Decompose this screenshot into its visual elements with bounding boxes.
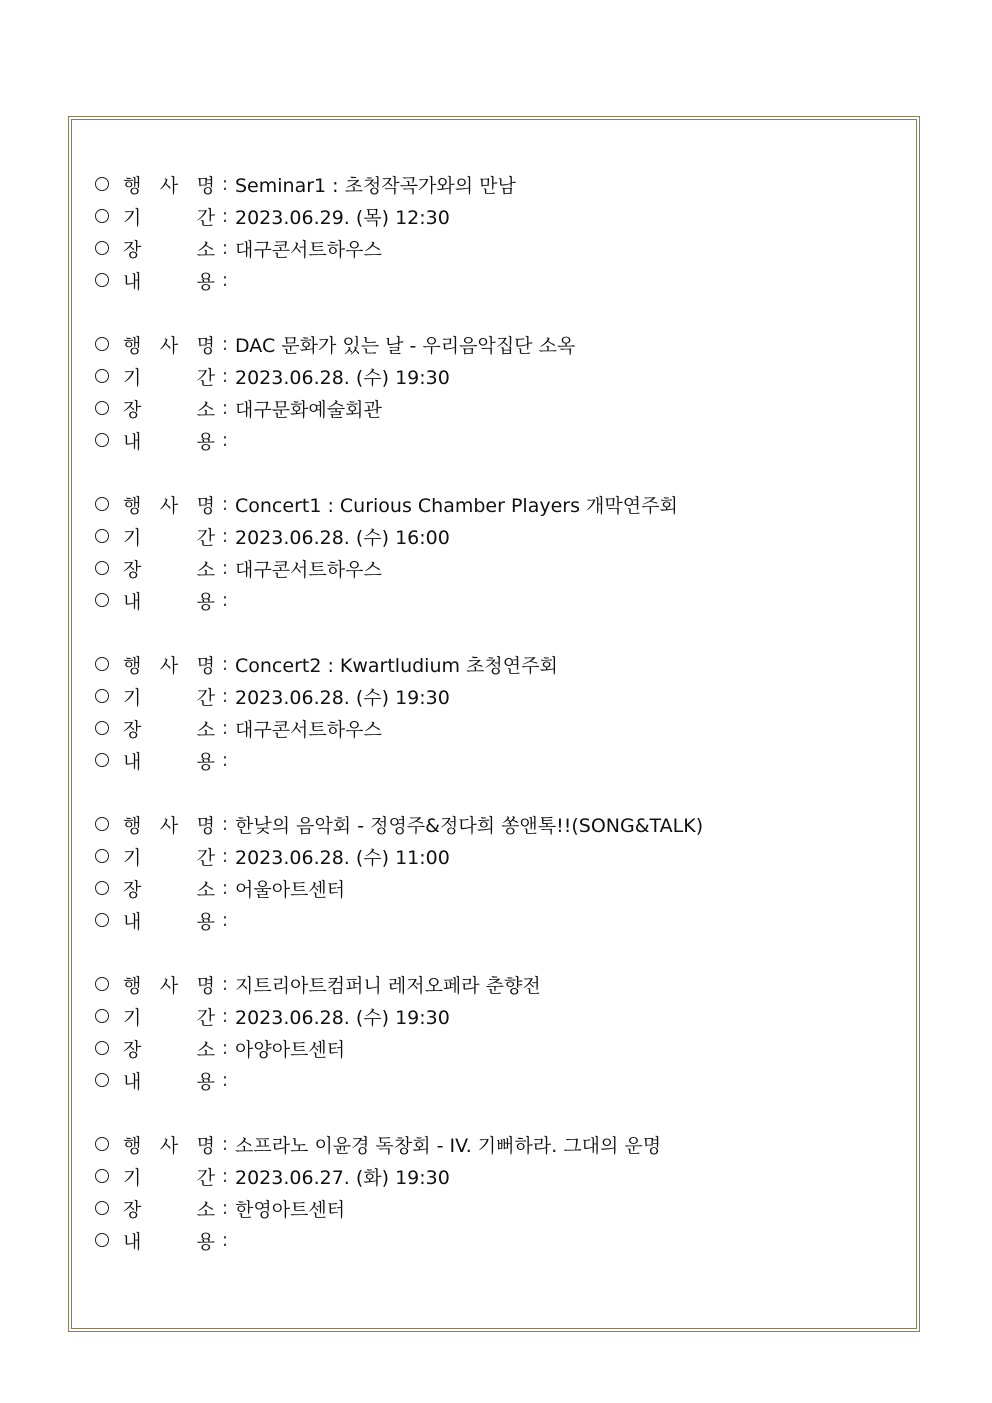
label-char: 기	[123, 1166, 142, 1189]
bullet-circle-icon	[95, 849, 109, 863]
field-label-place	[123, 395, 215, 422]
label-colon: :	[221, 1037, 229, 1059]
field-label-name	[123, 971, 215, 998]
field-label-period	[123, 1163, 215, 1190]
label-colon: :	[221, 205, 229, 227]
event-content-row	[95, 904, 895, 936]
label-colon: :	[221, 1133, 229, 1155]
event-place-value: 대구콘서트하우스	[235, 558, 382, 581]
label-colon: :	[221, 589, 229, 611]
bullet-circle-icon	[95, 593, 109, 607]
event-place-value: 한영아트센터	[235, 1198, 346, 1221]
event-period-value: 2023.06.29. (목) 12:30	[235, 206, 450, 229]
event-period-value: 2023.06.28. (수) 19:30	[235, 366, 450, 389]
event-name-value: 한낮의 음악회 - 정영주&정다희 쏭앤톡!!(SONG&TALK)	[235, 814, 704, 837]
event-place-value: 대구콘서트하우스	[235, 718, 382, 741]
label-colon: :	[221, 653, 229, 675]
bullet-circle-icon	[95, 881, 109, 895]
label-char: 사	[159, 654, 179, 677]
label-colon: :	[221, 909, 229, 931]
label-char: 소	[196, 718, 215, 741]
field-label-content	[123, 1227, 215, 1254]
field-label-content	[123, 427, 215, 454]
event-name-value: 지트리아트컴퍼니 레저오페라 춘향전	[235, 974, 541, 997]
bullet-circle-icon	[95, 433, 109, 447]
event-name-row	[95, 1128, 895, 1160]
label-colon: :	[221, 877, 229, 899]
event-name-row	[95, 328, 895, 360]
event-content-row	[95, 264, 895, 296]
event-name-value: Concert2 : Kwartludium 초청연주회	[235, 654, 558, 677]
label-char: 소	[196, 1038, 215, 1061]
event-period-value: 2023.06.28. (수) 19:30	[235, 1006, 450, 1029]
event-list	[95, 168, 895, 1288]
field-label-place	[123, 875, 215, 902]
label-char: 간	[196, 1166, 215, 1189]
label-char: 기	[123, 206, 142, 229]
label-char: 용	[196, 270, 215, 293]
label-char: 내	[123, 430, 142, 453]
label-char: 기	[123, 1006, 142, 1029]
bullet-circle-icon	[95, 977, 109, 991]
label-char: 기	[123, 686, 142, 709]
event-place-value: 어울아트센터	[235, 878, 346, 901]
bullet-circle-icon	[95, 241, 109, 255]
bullet-circle-icon	[95, 1169, 109, 1183]
field-label-name	[123, 651, 215, 678]
label-char: 내	[123, 750, 142, 773]
label-colon: :	[221, 1197, 229, 1219]
label-char: 용	[196, 1230, 215, 1253]
label-char: 행	[123, 814, 142, 837]
bullet-circle-icon	[95, 817, 109, 831]
label-char: 장	[123, 878, 142, 901]
event-period-row	[95, 360, 895, 392]
field-label-name	[123, 331, 215, 358]
label-char: 기	[123, 366, 142, 389]
label-char: 소	[196, 238, 215, 261]
label-colon: :	[221, 397, 229, 419]
label-colon: :	[221, 1229, 229, 1251]
bullet-circle-icon	[95, 497, 109, 511]
bullet-circle-icon	[95, 1233, 109, 1247]
event-item	[95, 968, 895, 1128]
label-char: 용	[196, 430, 215, 453]
label-char: 행	[123, 654, 142, 677]
bullet-circle-icon	[95, 913, 109, 927]
event-item	[95, 168, 895, 328]
label-colon: :	[221, 429, 229, 451]
field-label-content	[123, 587, 215, 614]
field-label-content	[123, 267, 215, 294]
label-colon: :	[221, 685, 229, 707]
event-content-row	[95, 744, 895, 776]
label-char: 기	[123, 526, 142, 549]
label-char: 간	[196, 526, 215, 549]
event-name-row	[95, 168, 895, 200]
event-place-value: 대구콘서트하우스	[235, 238, 382, 261]
field-label-period	[123, 683, 215, 710]
bullet-circle-icon	[95, 561, 109, 575]
event-name-row	[95, 968, 895, 1000]
bullet-circle-icon	[95, 1009, 109, 1023]
event-name-value: Seminar1 : 초청작곡가와의 만남	[235, 174, 516, 197]
label-colon: :	[221, 717, 229, 739]
label-char: 간	[196, 846, 215, 869]
event-place-row	[95, 712, 895, 744]
label-char: 명	[196, 494, 215, 517]
event-place-value: 아양아트센터	[235, 1038, 346, 1061]
event-name-value: 소프라노 이윤경 독창회 - IV. 기뻐하라. 그대의 운명	[235, 1134, 662, 1157]
label-colon: :	[221, 173, 229, 195]
field-label-period	[123, 363, 215, 390]
bullet-circle-icon	[95, 721, 109, 735]
event-item	[95, 328, 895, 488]
event-item	[95, 1128, 895, 1288]
field-label-period	[123, 1003, 215, 1030]
bullet-circle-icon	[95, 1041, 109, 1055]
label-colon: :	[221, 525, 229, 547]
label-char: 행	[123, 174, 142, 197]
label-char: 행	[123, 1134, 142, 1157]
event-item	[95, 648, 895, 808]
field-label-content	[123, 1067, 215, 1094]
label-char: 명	[196, 174, 215, 197]
event-period-value: 2023.06.28. (수) 19:30	[235, 686, 450, 709]
label-colon: :	[221, 1069, 229, 1091]
event-period-row	[95, 200, 895, 232]
label-char: 장	[123, 1198, 142, 1221]
bullet-circle-icon	[95, 369, 109, 383]
field-label-period	[123, 843, 215, 870]
field-label-place	[123, 1195, 215, 1222]
label-char: 행	[123, 494, 142, 517]
label-char: 사	[159, 334, 179, 357]
label-char: 소	[196, 398, 215, 421]
label-char: 용	[196, 910, 215, 933]
label-char: 장	[123, 718, 142, 741]
field-label-content	[123, 907, 215, 934]
bullet-circle-icon	[95, 529, 109, 543]
label-char: 사	[159, 494, 179, 517]
bullet-circle-icon	[95, 753, 109, 767]
event-period-row	[95, 520, 895, 552]
field-label-content	[123, 747, 215, 774]
label-char: 명	[196, 334, 215, 357]
label-char: 행	[123, 974, 142, 997]
label-char: 소	[196, 558, 215, 581]
event-period-value: 2023.06.28. (수) 11:00	[235, 846, 450, 869]
label-colon: :	[221, 1165, 229, 1187]
bullet-circle-icon	[95, 401, 109, 415]
label-colon: :	[221, 845, 229, 867]
field-label-name	[123, 171, 215, 198]
label-colon: :	[221, 813, 229, 835]
label-colon: :	[221, 237, 229, 259]
field-label-place	[123, 715, 215, 742]
label-char: 사	[159, 1134, 179, 1157]
event-period-value: 2023.06.27. (화) 19:30	[235, 1166, 450, 1189]
label-char: 장	[123, 1038, 142, 1061]
label-char: 간	[196, 206, 215, 229]
label-char: 명	[196, 974, 215, 997]
bullet-circle-icon	[95, 689, 109, 703]
label-char: 기	[123, 846, 142, 869]
label-colon: :	[221, 557, 229, 579]
bullet-circle-icon	[95, 1137, 109, 1151]
bullet-circle-icon	[95, 337, 109, 351]
label-char: 장	[123, 238, 142, 261]
event-content-row	[95, 1064, 895, 1096]
bullet-circle-icon	[95, 209, 109, 223]
event-content-row	[95, 424, 895, 456]
label-char: 간	[196, 366, 215, 389]
event-place-row	[95, 872, 895, 904]
field-label-period	[123, 523, 215, 550]
event-name-row	[95, 488, 895, 520]
bullet-circle-icon	[95, 1201, 109, 1215]
field-label-place	[123, 1035, 215, 1062]
label-colon: :	[221, 749, 229, 771]
label-colon: :	[221, 493, 229, 515]
event-name-value: DAC 문화가 있는 날 - 우리음악집단 소옥	[235, 334, 576, 357]
bullet-circle-icon	[95, 177, 109, 191]
label-char: 간	[196, 686, 215, 709]
label-colon: :	[221, 269, 229, 291]
label-char: 장	[123, 558, 142, 581]
event-period-row	[95, 1160, 895, 1192]
event-place-row	[95, 1192, 895, 1224]
label-char: 용	[196, 750, 215, 773]
bullet-circle-icon	[95, 1073, 109, 1087]
label-char: 내	[123, 1230, 142, 1253]
label-colon: :	[221, 973, 229, 995]
event-content-row	[95, 1224, 895, 1256]
label-char: 소	[196, 1198, 215, 1221]
label-char: 장	[123, 398, 142, 421]
label-colon: :	[221, 365, 229, 387]
event-item	[95, 488, 895, 648]
event-name-value: Concert1 : Curious Chamber Players 개막연주회	[235, 494, 678, 517]
label-char: 간	[196, 1006, 215, 1029]
label-char: 용	[196, 590, 215, 613]
event-name-row	[95, 648, 895, 680]
event-place-row	[95, 1032, 895, 1064]
label-char: 사	[159, 814, 179, 837]
event-name-row	[95, 808, 895, 840]
event-content-row	[95, 584, 895, 616]
bullet-circle-icon	[95, 273, 109, 287]
field-label-name	[123, 1131, 215, 1158]
event-period-row	[95, 840, 895, 872]
field-label-period	[123, 203, 215, 230]
label-char: 용	[196, 1070, 215, 1093]
label-colon: :	[221, 1005, 229, 1027]
label-char: 내	[123, 270, 142, 293]
label-char: 명	[196, 814, 215, 837]
field-label-name	[123, 491, 215, 518]
label-char: 내	[123, 590, 142, 613]
event-place-row	[95, 552, 895, 584]
label-char: 내	[123, 910, 142, 933]
event-period-value: 2023.06.28. (수) 16:00	[235, 526, 450, 549]
event-period-row	[95, 1000, 895, 1032]
label-char: 명	[196, 1134, 215, 1157]
field-label-place	[123, 555, 215, 582]
label-colon: :	[221, 333, 229, 355]
event-place-row	[95, 232, 895, 264]
label-char: 명	[196, 654, 215, 677]
field-label-place	[123, 235, 215, 262]
bullet-circle-icon	[95, 657, 109, 671]
event-period-row	[95, 680, 895, 712]
label-char: 내	[123, 1070, 142, 1093]
event-place-value: 대구문화예술회관	[235, 398, 382, 421]
label-char: 소	[196, 878, 215, 901]
label-char: 사	[159, 174, 179, 197]
label-char: 행	[123, 334, 142, 357]
event-item	[95, 808, 895, 968]
label-char: 사	[159, 974, 179, 997]
event-place-row	[95, 392, 895, 424]
field-label-name	[123, 811, 215, 838]
